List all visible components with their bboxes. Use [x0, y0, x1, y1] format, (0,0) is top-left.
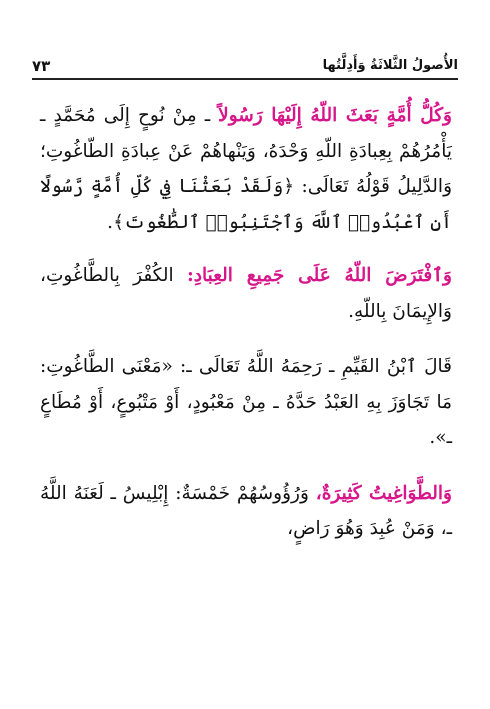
- page-body: [40, 98, 452, 547]
- paragraph-messengers: [40, 98, 452, 240]
- page-number: ٧٣: [32, 57, 51, 75]
- highlighted-heading: وَكُلُّ أُمَّةٍ بَعَثَ اللّهُ إِلَيْهَا رَسُولاً: [218, 105, 452, 126]
- paragraph-ibn-qayyim-quote: [40, 349, 452, 456]
- highlighted-heading: وَالطَّوَاغِيتُ كَثِيرَةٌ،: [315, 482, 452, 504]
- quran-verse: ﴿وَلَقَدْ بَعَثْنَا فِي كُلِّ أُمَّةٍ رَّسُولًا أَنِ ٱعْبُدُوا۟ ٱللَّهَ وَٱجْتَنِبُوا۟ ٱلطَّٰغُوتَ﴾: [40, 176, 452, 233]
- paragraph-text: وَرُؤُوسُهُمْ خَمْسَةٌ: إِبْلِيسُ ـ لَعَنَهُ اللَّهُ ـ، وَمَنْ عُبِدَ وَهُوَ رَاضٍ،: [40, 482, 452, 539]
- paragraph-text: ـ مِنْ نُوحٍ إِلَى مُحَمَّدٍ ـ يَأْمُرُهُمْ بِعِبادَةِ اللّهِ وَحْدَهُ، وَيَنْهاهُمْ عَنْ عِبادَةِ الطّاغُوتِ؛ وَالدَّلِيلُ قَوْلُهُ تَعَالَى:: [40, 105, 453, 197]
- running-title: الأُصولُ الثَّلاثَةُ وَأَدِلَّتُها: [322, 58, 458, 73]
- paragraph-text: الكُفْرَ بِالطَّاغُوتِ، وَالإِيمَانَ بِاللّهِ.: [40, 265, 452, 322]
- paragraph-end: .: [107, 211, 114, 233]
- page-header: [32, 52, 458, 80]
- highlighted-heading: وَٱفْتَرَضَ اللّهُ عَلَى جَمِيعِ العِبَادِ:: [186, 265, 452, 286]
- paragraph-obligation: [40, 258, 452, 329]
- paragraph-text: قَالَ ٱبْنُ القَيِّمِ ـ رَحِمَهُ اللَّهُ تَعَالَى ـ: «مَعْنَى الطَّاغُوتِ: مَا تَجَاوَزَ بِهِ العَبْدُ حَدَّهُ ـ مِنْ مَعْبُودٍ، أَوْ مَتْبُوعٍ، أَوْ مُطَاعٍ ـ».: [40, 356, 452, 448]
- paragraph-tawaghit: [40, 476, 452, 547]
